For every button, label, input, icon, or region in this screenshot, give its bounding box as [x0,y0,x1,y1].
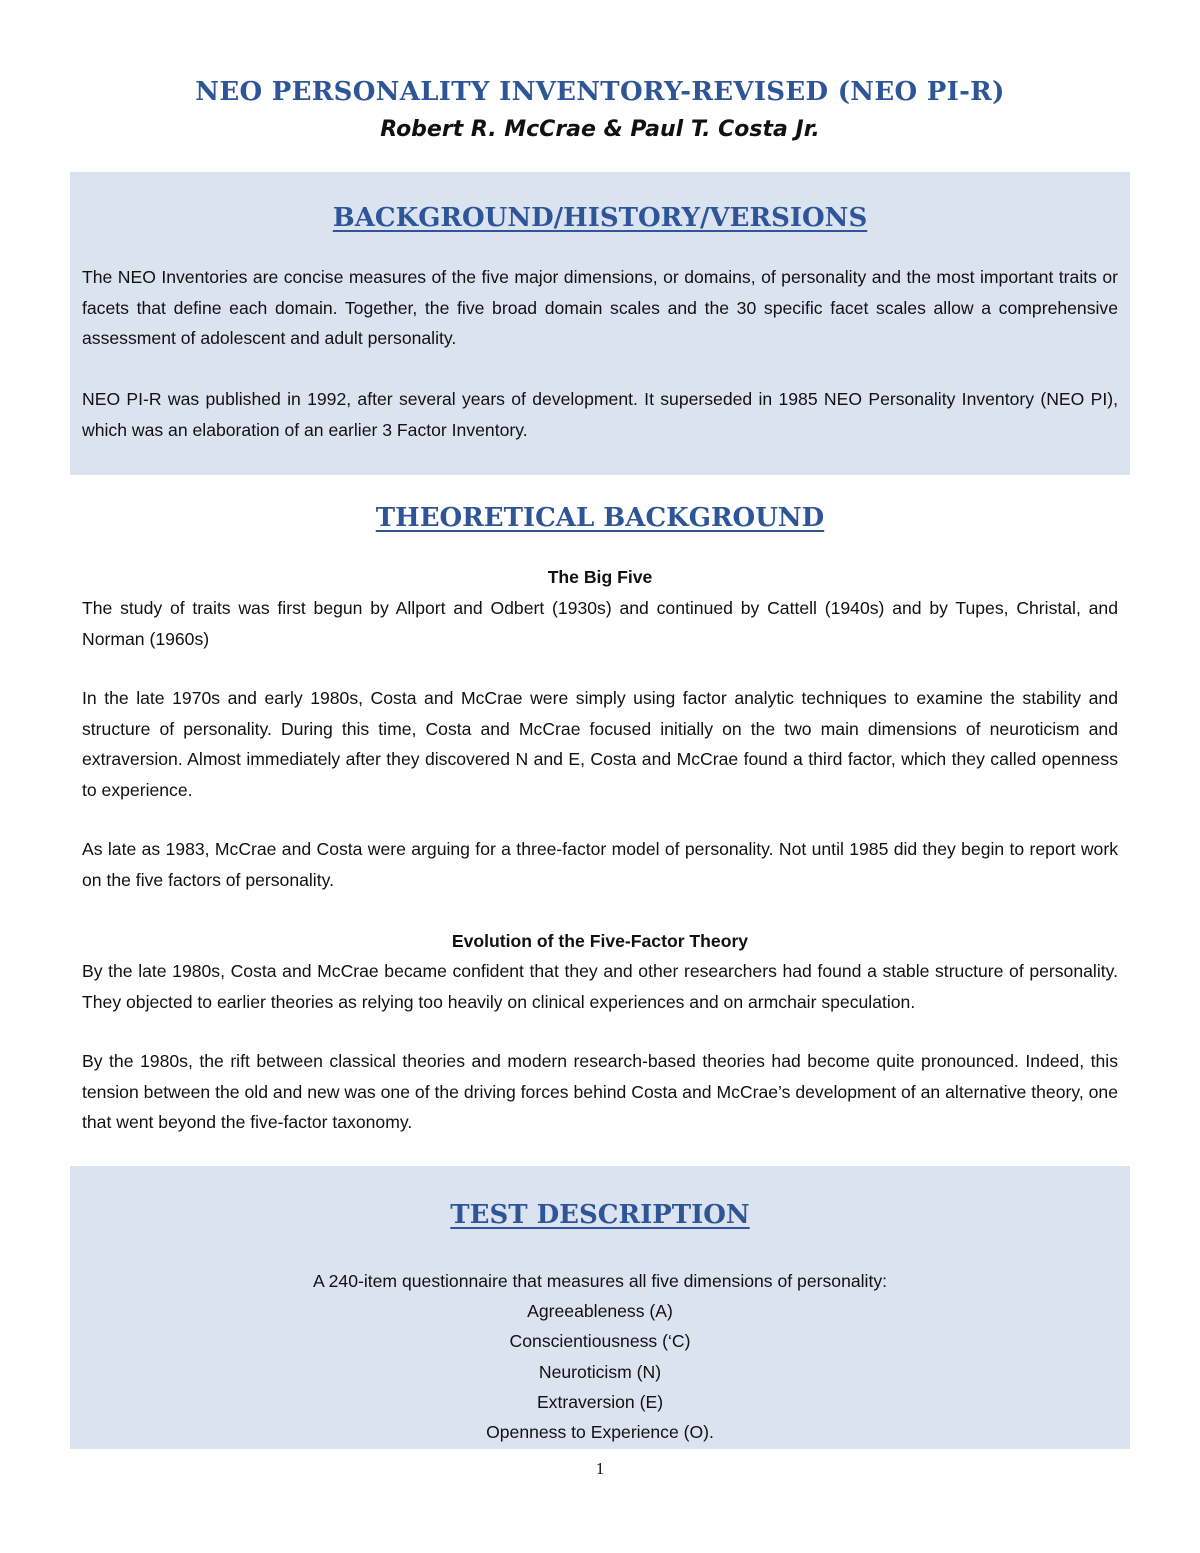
dimension-agreeableness: Agreeableness (A) [527,1301,673,1322]
document-title: NEO PERSONALITY INVENTORY-REVISED (NEO PI-R) [195,77,1005,107]
theory-paragraph-3: As late as 1983, McCrae and Costa were arguing for a three-factor model of personality. Not until 1985 did they begin to report work on the five factors of personality. [82,839,1118,890]
theory-paragraph-1: The study of traits was first begun by Allport and Odbert (1930s) and continued by Cattell (1940s) and by Tupes, Christal, and Norman (1960s) [82,598,1118,649]
background-paragraph-2: NEO PI-R was published in 1992, after several years of development. It superseded in 1985 NEO Personality Inventory (NEO PI), which was an elaboration of an earlier 3 Factor Inventory. [82,389,1118,440]
page-number: 1 [595,1459,605,1478]
theory-heading: THEORETICAL BACKGROUND [375,503,825,533]
theory-paragraph-5: By the 1980s, the rift between classical theories and modern research-based theories had become quite pronounced. Indeed, this tension between the old and new was one of the driving forces behind Costa and McCrae’s development of an alternative theory, one that went beyond the five-factor taxonomy. [82,1051,1118,1132]
theory-paragraph-2: In the late 1970s and early 1980s, Costa and McCrae were simply using factor analytic techniques to examine the stability and structure of personality. During this time, Costa and McCrae focused initially on the two main dimensions of neuroticism and extraversion. Almost immediately after they discovered N and E, Costa and McCrae found a third factor, which they called openness to experience. [82,688,1118,800]
document-authors: Robert R. McCrae & Paul T. Costa Jr. [380,117,820,142]
test-intro: A 240-item questionnaire that measures all five dimensions of personality: [312,1271,888,1291]
dimension-extraversion: Extraversion (E) [536,1391,664,1412]
big-five-subheading: The Big Five [547,567,653,587]
dimension-neuroticism: Neuroticism (N) [538,1361,662,1382]
test-heading: TEST DESCRIPTION [450,1200,750,1230]
test-dimension-list [70,1266,1130,1447]
dimension-openness: Openness to Experience (O). [486,1422,714,1443]
background-paragraph-1: The NEO Inventories are concise measures of the five major dimensions, or domains, of personality and the most important traits or facets that define each domain. Together, the five broad domain scales and the 30 specific facet scales allow a comprehensive assessment of adolescent and adult personality. [82,267,1118,348]
dimension-conscientiousness: Conscientiousness (‘C) [509,1331,691,1352]
evolution-subheading: Evolution of the Five-Factor Theory [451,931,749,951]
background-heading: BACKGROUND/HISTORY/VERSIONS [332,203,868,233]
theory-paragraph-4: By the late 1980s, Costa and McCrae became confident that they and other researchers had found a stable structure of personality. They objected to earlier theories as relying too heavily on clinical experiences and on armchair speculation. [82,961,1118,1012]
